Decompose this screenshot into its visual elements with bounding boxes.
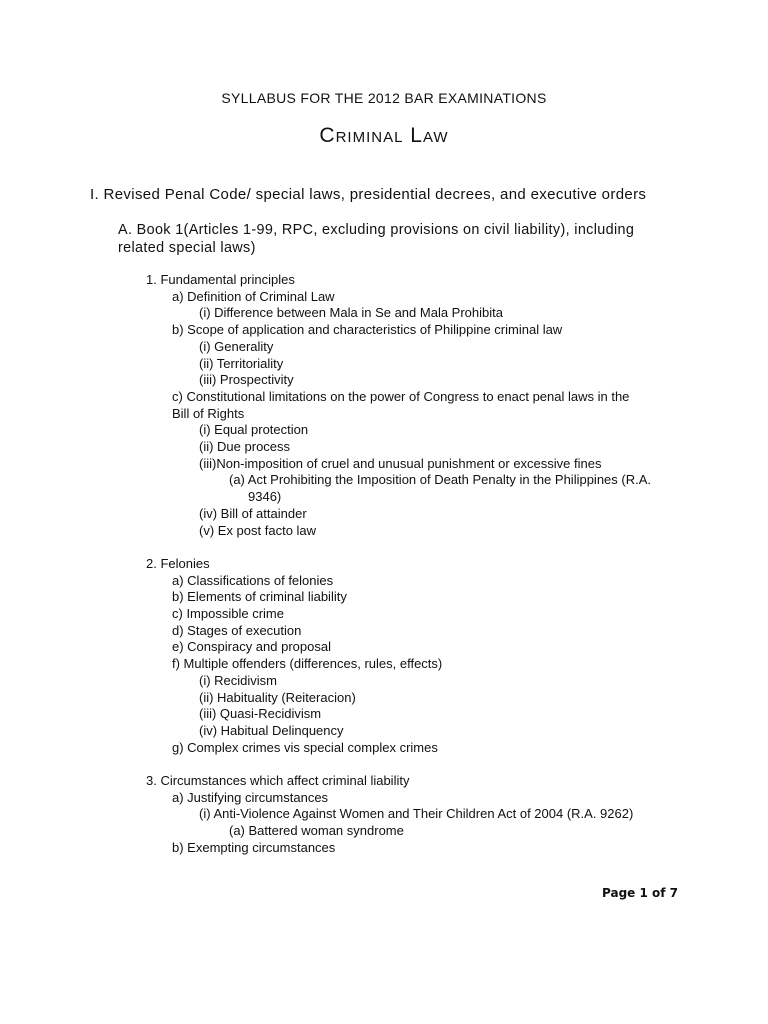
section-heading-i: I. Revised Penal Code/ special laws, presidential decrees, and executive orders	[90, 186, 647, 203]
outline-item: (iii) Prospectivity	[199, 372, 294, 388]
outline-item: g) Complex crimes vis special complex crimes	[172, 739, 438, 755]
outline-item: d) Stages of execution	[172, 622, 302, 638]
outline-item: f) Multiple offenders (differences, rules, effects)	[172, 656, 443, 672]
document-title: Criminal Law	[319, 124, 449, 147]
outline-item: (i) Generality	[199, 338, 274, 354]
outline-item: c) Constitutional limitations on the power of Congress to enact penal laws in the	[172, 388, 630, 404]
outline-item: a) Classifications of felonies	[172, 572, 334, 588]
outline-item: a) Justifying circumstances	[172, 789, 329, 805]
outline-item: 1. Fundamental principles	[146, 272, 295, 287]
outline-item: (v) Ex post facto law	[199, 522, 317, 538]
outline-item: Bill of Rights	[172, 405, 245, 421]
outline-item: (iii) Quasi-Recidivism	[199, 706, 322, 722]
outline-item: e) Conspiracy and proposal	[172, 639, 331, 655]
outline-item: 3. Circumstances which affect criminal liability	[146, 773, 410, 788]
outline-item: (iii)Non-imposition of cruel and unusual punishment or excessive fines	[199, 455, 602, 471]
outline-item: (ii) Territoriality	[199, 355, 284, 371]
outline-item: (iv) Bill of attainder	[199, 505, 307, 521]
outline-item: (i) Recidivism	[199, 672, 277, 688]
outline-item: c) Impossible crime	[172, 606, 284, 621]
outline-item: (iv) Habitual Delinquency	[199, 722, 344, 738]
outline-item: (ii) Habituality (Reiteracion)	[199, 689, 356, 705]
outline-item: b) Elements of criminal liability	[172, 589, 347, 605]
outline-item: 9346)	[248, 489, 282, 505]
page-number: Page 1 of 7	[602, 886, 678, 900]
outline-item: (i) Equal protection	[199, 422, 309, 438]
outline-item: a) Definition of Criminal Law	[172, 288, 335, 304]
outline-item: b) Exempting circumstances	[172, 839, 336, 855]
section-heading-a: A. Book 1(Articles 1-99, RPC, excluding provisions on civil liability), including related special laws)	[118, 222, 635, 256]
outline-item: (ii) Due process	[199, 439, 291, 454]
outline-item: 2. Felonies	[146, 555, 210, 571]
syllabus-header: SYLLABUS FOR THE 2012 BAR EXAMINATIONS	[221, 90, 547, 106]
outline-item: (a) Battered woman syndrome	[229, 823, 404, 839]
outline-item: (i) Difference between Mala in Se and Mala Prohibita	[199, 305, 503, 321]
outline-item: b) Scope of application and characteristics of Philippine criminal law	[172, 322, 563, 338]
outline-item: (i) Anti-Violence Against Women and Their Children Act of 2004 (R.A. 9262)	[199, 806, 634, 822]
outline-item: (a) Act Prohibiting the Imposition of Death Penalty in the Philippines (R.A.	[229, 472, 651, 488]
